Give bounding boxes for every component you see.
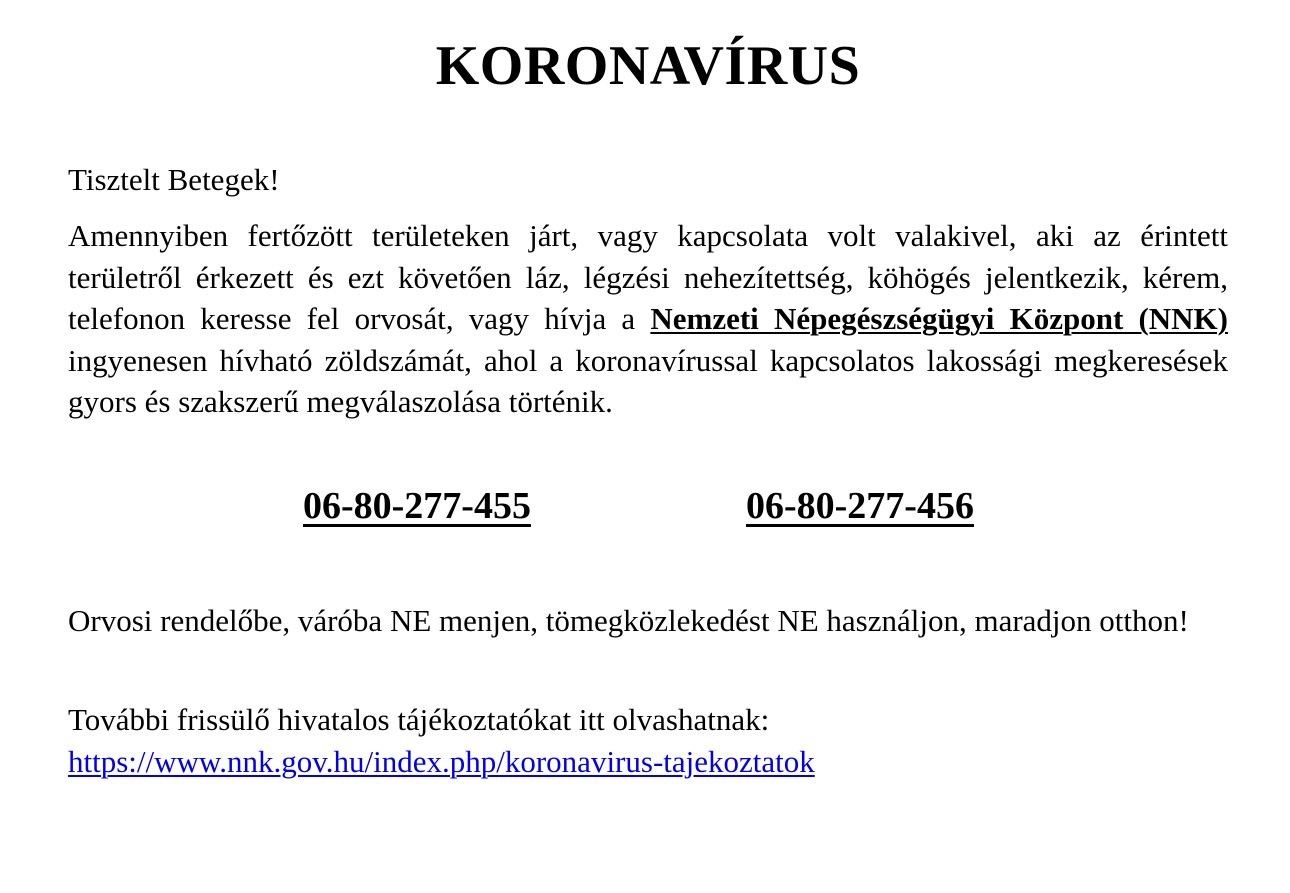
stay-home-warning: Orvosi rendelőbe, váróba NE menjen, tömegközlekedést NE használjon, maradjon otthon!: [68, 603, 1189, 638]
salutation: Tisztelt Betegek!: [68, 162, 280, 197]
nnk-organization-link[interactable]: Nemzeti Népegészségügyi Központ (NNK): [650, 301, 1228, 336]
main-paragraph: [68, 215, 1228, 423]
phone-number-1[interactable]: 06-80-277-455: [303, 485, 531, 527]
phone-number-2[interactable]: 06-80-277-456: [746, 485, 974, 527]
page-title: KORONAVÍRUS: [435, 35, 861, 97]
nnk-info-url-link[interactable]: https://www.nnk.gov.hu/index.php/koronavirus-tajekoztatok: [68, 743, 815, 779]
paragraph-text-after: ingyenesen hívható zöldszámát, ahol a koronavírussal kapcsolatos lakossági megkeresések gyors és szakszerű megválaszolása történik.: [68, 342, 1228, 419]
paragraph-text-before: Amennyiben fertőzött területeken járt, vagy kapcsolata volt valakivel, aki az érintett területről érkezett és ezt követően láz, légzési nehezítettség, köhögés jelentkezik, kérem, telefonon keresse fel orvosát, vagy hívja a: [68, 218, 1228, 336]
further-info: [68, 699, 1228, 782]
further-info-text: További frissülő hivatalos tájékoztatókat itt olvashatnak:: [68, 702, 770, 737]
